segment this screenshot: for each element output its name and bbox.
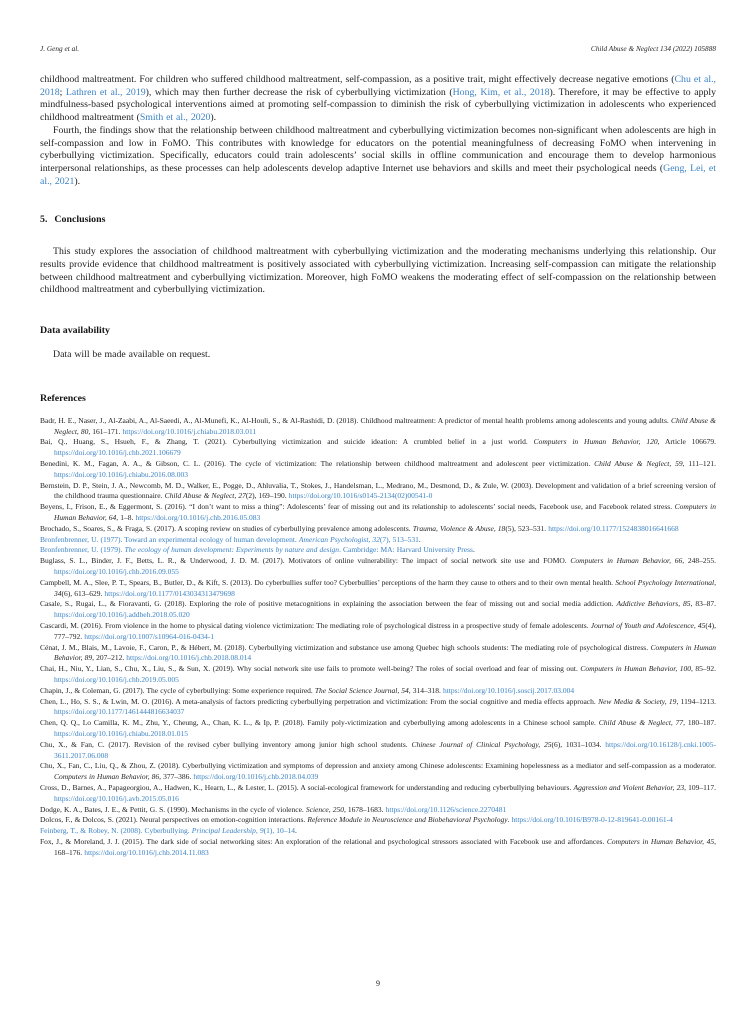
text-run: Computers in Human Behavior, 86 [54,772,160,782]
text-run: This study explores the association of childhood maltreatment with cyberbullying victimization and the moderating mechanisms underlying this relationship. Our results provide evidence that childhood maltreatment is positively associated with cyberbullying victimization. Increasing self-compassion can mitigate the relationship between childhood maltreatment and cyberbullying victimization. Moreover, high FoMO weakens the moderating effect of self-compassion on the relationship between childhood maltreatment and cyberbullying victimization. [40,246,716,296]
doi-link[interactable]: https://doi.org/10.1016/j.chb.2021.106679 [54,448,181,458]
reference-entry [40,481,716,503]
text-run: (2), 169–190. [245,491,289,501]
text-run: , 85–92. [691,664,717,674]
text-run: . [507,815,512,825]
doi-link[interactable]: https://doi.org/10.1016/j.soscij.2017.03.004 [442,685,575,695]
doi-link[interactable]: https://doi.org/10.1016/B978-0-12-819641-0.00161-4 [511,815,673,825]
text-run: Bernstein, D. P., Stein, J. A., Newcomb, M. D., Walker, E., Pogge, D., Ahluvalia, T., Stokes, J., Handelsman, L., Medrano, M., Desmond, D., & Zule, W. (2003). Development and validation of a brief screening version of the childhood trauma questionnaire. [40,480,716,501]
citation-link[interactable]: Smith et al., 2020 [139,112,211,124]
reference-entry [40,578,716,600]
text-run: Trauma, Violence & Abuse, 18 [412,523,506,533]
running-head-author: J. Geng et al. [40,44,80,53]
text-run: , 314–318. [408,685,443,695]
paragraph-discussion-continued [40,74,716,125]
text-run: ). [210,112,217,124]
text-run: . [418,534,421,544]
text-run: , 248–255. [682,556,717,566]
paragraph-conclusions [40,246,716,297]
text-run: , 1194–1213. [676,696,717,706]
reference-entry [40,524,716,535]
doi-link[interactable]: https://doi.org/10.1126/science.2270481 [385,804,507,814]
reference-link[interactable]: The ecology of human development: Experiments by nature and design [124,545,340,555]
text-run: Chinese Journal of Clinical Psychology, 25 [411,739,552,749]
text-run: Chu, X., Fan, C., Liu, Q., & Zhou, Z. (2018). Cyberbullying victimization and symptoms of depression and anxiety among Chinese adolescents: Examining hopelessness as a mediator and self-compassion as a moderator. [40,761,716,771]
reference-entry [40,502,716,524]
text-run: Fox, J., & Moreland, J. J. (2015). The dark side of social networking sites: An exploration of the relational and psychological stressors associated with Facebook use and affordances. [40,836,607,846]
section-heading-data-availability: Data availability [40,325,110,337]
reference-entry [40,437,716,459]
reference-entry [40,718,716,740]
text-run: Computers in Human Behavior, 66 [570,556,683,566]
doi-link[interactable]: https://doi.org/10.1016/j.chb.2018.08.014 [126,653,252,663]
doi-link[interactable]: https://doi.org/10.1016/j.chiabu.2018.03.011 [122,426,257,436]
text-run: Beyens, I., Frison, E., & Eggermont, S. (2016). “I don’t want to miss a thing”: Adolescents’ fear of missing out and its relationship to adolescents’ social needs, Facebook use, and Facebook related stress. [40,502,675,512]
text-run: , 377–386. [159,772,194,782]
paragraph-data-availability [40,349,716,362]
text-run: Aggression and Violent Behavior, 23 [573,782,685,792]
text-run: , 111–121. [682,459,716,469]
section-heading-references: References [40,392,86,404]
doi-link[interactable]: https://doi.org/10.1016/j.chb.2018.04.039 [193,772,319,782]
text-run: Cross, D., Barnes, A., Papageorgiou, A., Hadwen, K., Hearn, L., & Lester, L. (2015). A social-ecological framework for understanding and reducing cyberbullying behaviours. [40,782,574,792]
text-run: Chai, H., Niu, Y., Lian, S., Chu, X., Liu, S., & Sun, X. (2019). Why social network site use fails to promote well-being? The roles of social overload and fear of missing out. [40,664,581,674]
doi-link[interactable]: https://doi.org/10.1177/1461444816634037 [54,707,185,717]
doi-link[interactable]: https://doi.org/10.1016/j.avb.2015.05.016 [54,793,179,803]
text-run: Journal of Youth and Adolescence, 45 [590,620,706,630]
text-run: , 83–87. [690,599,716,609]
reference-link[interactable]: American Psychologist, 32 [298,534,380,544]
reference-entry [40,805,716,816]
text-run: , Article 106679. [657,437,717,447]
reference-entry [40,783,716,805]
reference-link[interactable]: Bronfenbrenner, U. (1977). Toward an experimental ecology of human development. [40,534,299,544]
text-run: Benedini, K. M., Fagan, A. A., & Gibson, C. L. (2016). The cycle of victimization: The relationship between childhood maltreatment and adolescent peer victimization. [40,459,595,469]
reference-entry [40,697,716,719]
text-run: , 109–117. [684,782,716,792]
text-run: Chen, Q. Q., Lo Camilla, K. M., Zhu, Y., Cheung, A., Chan, K. L., & Ip, P. (2018). Family poly-victimization and cyberbullying among adolescents in a Chinese school sample. [40,718,599,728]
text-run: School Psychology International, 34 [54,577,716,598]
text-run: Reference Module in Neuroscience and Biobehavioral Psychology [307,815,508,825]
reference-entry [40,643,716,665]
reference-entry [40,761,716,783]
doi-link[interactable]: https://doi.org/10.1016/s0145-2134(02)00541-0 [288,491,433,501]
section-heading-conclusions [40,214,716,225]
text-run: ). Therefore, it may be effective to apply mindfulness-based psychological interventions aimed at promoting self-compassion to diminish the risk of cyberbullying victimization in adolescents who experienced childhood maltreatment ( [40,86,716,124]
data-availability-text [40,349,716,362]
text-run: New Media & Society, 19 [598,696,677,706]
text-run: childhood maltreatment. For children who suffered childhood maltreatment, self-compassion, as a positive trait, might effectively decrease negative emotions ( [40,74,675,85]
text-run: Child Abuse & Neglect, 59 [594,459,683,469]
text-run: Brochado, S., Soares, S., & Fraga, S. (2017). A scoping review on studies of cyberbullying prevalence among adolescents. [40,523,413,533]
text-run: Casale, S., Rugai, L., & Fioravanti, G. (2018). Exploring the role of positive metacognitions in explaining the association between the fear of missing out and social media addiction. [40,599,617,609]
text-run: , 207–212. [92,653,127,663]
citation-link[interactable]: Lathren et al., 2019 [65,86,146,98]
reference-link[interactable]: Bronfenbrenner, U. (1979). [40,545,125,555]
reference-link[interactable]: (1), 10–14 [263,826,296,836]
text-run: Child Abuse & Neglect, 27 [164,491,246,501]
running-head-journal: Child Abuse & Neglect 134 (2022) 105888 [590,44,716,53]
doi-link[interactable]: https://doi.org/10.1016/j.chiabu.2016.08.003 [54,469,189,479]
text-run: ). [74,175,81,187]
reference-link[interactable]: (7), 513–531 [379,534,419,544]
text-run: Computers in Human Behavior, 89 [54,642,716,663]
body-text [40,74,716,188]
text-run: (6), 1031–1034. [551,739,606,749]
doi-link[interactable]: https://doi.org/10.1016/j.chb.2019.05.005 [54,674,179,684]
text-run: Chapin, J., & Coleman, G. (2017). The cycle of cyberbullying: Some experience required. [40,685,315,695]
running-head [40,44,716,53]
text-run: (5), 523–531. [505,523,549,533]
text-run: Campbell, M. A., Slee, P. T., Spears, B., Butler, D., & Kift, S. (2013). Do cyberbullies suffer too? Cyberbullies’ perceptions of the harm they cause to others and to their own mental health. [40,577,616,587]
text-run: . [472,545,475,555]
citation-link[interactable]: Hong, Kim, et al., 2018 [452,86,550,98]
text-run: Addictive Behaviors, 85 [616,599,691,609]
reference-entry [40,599,716,621]
text-run: The Social Science Journal, 54 [314,685,409,695]
text-run: Computers in Human Behavior, 120 [533,437,658,447]
section-title: Conclusions [54,214,106,226]
text-run: Badr, H. E., Naser, J., Al-Zaabi, A., Al-Saeedi, A., Al-Munefi, K., Al-Houli, S., & Al-Rashidi, D. (2018). Childhood maltreatment: A predictor of mental health problems among adolescents and young adults. [40,415,671,425]
text-run: Data will be made available on request. [53,349,211,361]
reference-entry [40,535,716,546]
text-run: Cénat, J. M., Blais, M., Lavoie, F., Caron, P., & Hébert, M. (2018). Cyberbullying victimization and substance use among Quebec high schools students: The mediating role of psychological distress. [40,642,651,652]
text-run: (4), 777–792. [54,620,716,641]
text-run: Child Abuse & Neglect, 77 [598,718,684,728]
text-run: ), which may then further decrease the risk of cyberbullying victimization ( [145,86,453,98]
text-run: Computers in Human Behavior, 45 [606,836,715,846]
citation-link[interactable]: Chu et al., 2018 [40,74,716,98]
text-run: Fourth, the findings show that the relationship between childhood maltreatment and cyberbullying victimization becomes non-significant when adolescents are high in self-compassion and low in FoMO. This contributes with knowledge for educators on the potential meaningfulness of decreasing FoMO when intervening in cyberbullying victimization. Specifically, educators could train adolescents’ social skills in offline communication and encourage them to develop harmonious interpersonal relationships, as these processes can help adolescents develop adaptive Internet use behaviors and skills and meet their psychological needs ( [40,124,716,174]
text-run: Chen, L., Ho, S. S., & Lwin, M. O. (2016). A meta-analysis of factors predicting cyberbullying perpetration and victimization: From the social cognitive and media effects approach. [40,696,599,706]
reference-entry [40,416,716,438]
reference-entry [40,545,716,556]
reference-entry [40,686,716,697]
doi-link[interactable]: https://doi.org/10.1016/j.chb.2016.05.083 [135,513,261,523]
reference-link[interactable]: Principal Leadership, 9 [191,826,264,836]
text-run: , 161–171. [88,426,123,436]
text-run: Bai, Q., Huang, S., Hsueh, F., & Zhang, T. (2021). Cyberbullying victimization and suicide ideation: A crumbled belief in a just world. [40,437,534,447]
doi-link[interactable]: https://doi.org/10.1016/j.chb.2014.11.083 [84,847,209,857]
text-run: Dodge, K. A., Bates, J. E., & Pettit, G. S. (1990). Mechanisms in the cycle of violence. [40,804,306,814]
text-run: Computers in Human Behavior, 64 [54,502,717,523]
text-run: Chu, X., & Fan, C. (2017). Revision of the revised cyber bullying inventory among junior high school students. [40,739,412,749]
text-run: , 1678–1683. [343,804,386,814]
conclusions-text [40,246,716,297]
section-number: 5. [40,214,48,226]
text-run: (6), 613–629. [61,588,105,598]
doi-link[interactable]: https://doi.org/10.1177/1524838016641668 [548,523,679,533]
text-run: Cascardi, M. (2016). From violence in the home to physical dating violence victimization: The mediating role of psychological distress in a prospective study of female adolescents. [40,620,591,630]
paragraph-discussion-fourth [40,125,716,189]
reference-entry [40,664,716,686]
text-run: Dolcos, F., & Dolcos, S. (2021). Neural perspectives on emotion-cognition interactions. [40,815,308,825]
text-run: Computers in Human Behavior, 100 [580,664,691,674]
citation-link[interactable]: Geng, Lei, et al., 2021 [40,162,716,187]
doi-link[interactable]: https://doi.org/10.1016/j.chb.2016.09.055 [54,567,179,576]
reference-entry [40,459,716,481]
doi-link[interactable]: https://doi.org/10.1007/s10964-016-0434-1 [84,631,215,641]
text-run: Buglass, S. L., Binder, J. F., Betts, L. R., & Underwood, J. D. M. (2017). Motivators of online vulnerability: The impact of social network site use and FOMO. [40,556,571,566]
doi-link[interactable]: https://doi.org/10.1016/j.addbeh.2018.05.020 [54,610,190,620]
text-run: , 168–176. [54,836,716,857]
reference-link[interactable]: Feinberg, T., & Robey, N. (2008). Cyberbullying. [40,826,192,836]
text-run: , 1–8. [116,513,136,523]
reference-entry [40,556,716,578]
text-run: Science, 250 [305,804,344,814]
text-run: ; [59,86,66,98]
text-run: Child Abuse & Neglect, 80 [54,415,716,436]
reference-list [40,416,716,859]
reference-entry [40,815,716,826]
text-run: . [295,826,297,836]
doi-link[interactable]: https://doi.org/10.1016/j.chiabu.2018.01.015 [54,728,189,738]
reference-entry [40,826,716,837]
reference-entry [40,621,716,643]
text-run: , 180–187. [683,718,717,728]
doi-link[interactable]: https://doi.org/10.1177/0143034313479698 [104,588,235,598]
doi-link[interactable]: https://doi.org/10.16128/j.cnki.1005-3611.2017.06.008 [54,739,716,760]
reference-entry [40,740,716,762]
page-number: 9 [376,979,380,988]
reference-entry [40,837,716,859]
reference-link[interactable]: . Cambridge: MA: Harvard University Press [339,545,473,555]
